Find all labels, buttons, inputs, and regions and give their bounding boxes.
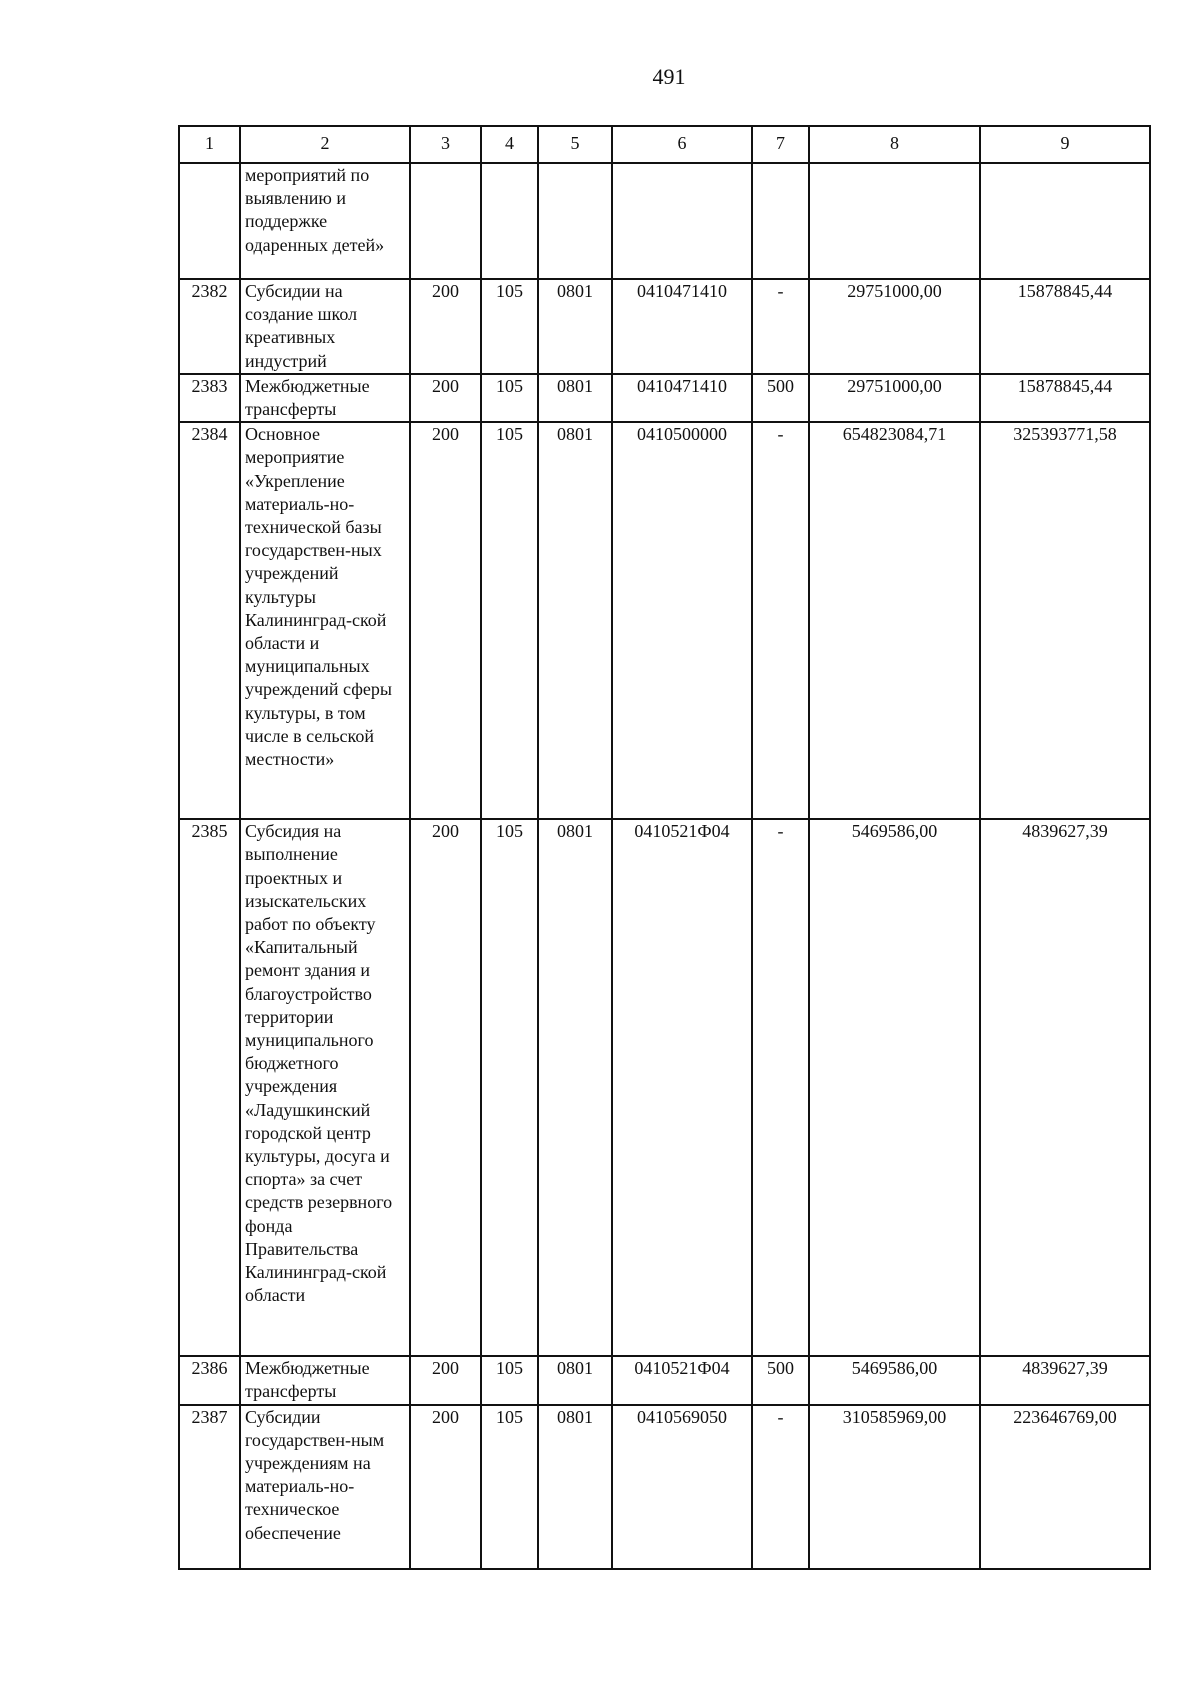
cell-col-4: 105: [481, 374, 538, 422]
cell-col-3: 200: [410, 1405, 481, 1569]
cell-col-9: [980, 163, 1150, 279]
table-row: [179, 163, 1150, 279]
cell-col-6: 0410521Ф04: [612, 819, 752, 1356]
column-header-1: 1: [179, 126, 240, 163]
cell-col-7: -: [752, 1405, 809, 1569]
table-row: [179, 279, 1150, 374]
row-number: 2385: [179, 819, 240, 1356]
cell-col-9: 15878845,44: [980, 279, 1150, 374]
cell-col-4: 105: [481, 279, 538, 374]
row-number: 2387: [179, 1405, 240, 1569]
row-number: [179, 163, 240, 279]
cell-col-4: 105: [481, 1356, 538, 1404]
cell-col-8: 5469586,00: [809, 819, 980, 1356]
row-name: Субсидия на выполнение проектных и изыскательских работ по объекту «Капитальный ремонт здания и благоустройство территории муниципального бюджетного учреждения «Ладушкинский городской центр культуры, досуга и спорта» за счет средств резервного фонда Правительства Калининград-ской области: [240, 819, 410, 1356]
row-name: мероприятий по выявлению и поддержке одаренных детей»: [240, 163, 410, 279]
column-header-4: 4: [481, 126, 538, 163]
row-name: Основное мероприятие «Укрепление материаль-но-технической базы государствен-ных учреждений культуры Калининград-ской области и муниципальных учреждений сферы культуры, в том числе в сельской местности»: [240, 422, 410, 819]
cell-col-3: 200: [410, 374, 481, 422]
cell-col-4: [481, 163, 538, 279]
cell-col-9: 4839627,39: [980, 1356, 1150, 1404]
cell-col-4: 105: [481, 1405, 538, 1569]
column-header-6: 6: [612, 126, 752, 163]
cell-col-9: 4839627,39: [980, 819, 1150, 1356]
cell-col-6: 0410521Ф04: [612, 1356, 752, 1404]
row-name: Межбюджетные трансферты: [240, 374, 410, 422]
cell-col-5: 0801: [538, 1356, 612, 1404]
row-name: Субсидии на создание школ креативных индустрий: [240, 279, 410, 374]
table-row: [179, 1356, 1150, 1404]
cell-col-6: 0410500000: [612, 422, 752, 819]
column-header-5: 5: [538, 126, 612, 163]
cell-col-3: [410, 163, 481, 279]
budget-table: [178, 125, 1151, 1570]
row-number: 2384: [179, 422, 240, 819]
column-header-2: 2: [240, 126, 410, 163]
cell-col-5: [538, 163, 612, 279]
table-row: [179, 374, 1150, 422]
cell-col-9: 15878845,44: [980, 374, 1150, 422]
column-header-8: 8: [809, 126, 980, 163]
cell-col-6: [612, 163, 752, 279]
cell-col-9: 223646769,00: [980, 1405, 1150, 1569]
cell-col-8: 310585969,00: [809, 1405, 980, 1569]
cell-col-5: 0801: [538, 422, 612, 819]
cell-col-6: 0410471410: [612, 279, 752, 374]
cell-col-5: 0801: [538, 1405, 612, 1569]
table-row: [179, 1405, 1150, 1569]
row-name: Субсидии государствен-ным учреждениям на материаль-но-техническое обеспечение: [240, 1405, 410, 1569]
cell-col-7: -: [752, 422, 809, 819]
cell-col-5: 0801: [538, 374, 612, 422]
cell-col-8: 29751000,00: [809, 374, 980, 422]
page-number: 491: [652, 64, 686, 89]
cell-col-5: 0801: [538, 279, 612, 374]
cell-col-3: 200: [410, 279, 481, 374]
cell-col-4: 105: [481, 819, 538, 1356]
cell-col-3: 200: [410, 422, 481, 819]
cell-col-3: 200: [410, 1356, 481, 1404]
cell-col-7: 500: [752, 374, 809, 422]
row-number: 2386: [179, 1356, 240, 1404]
cell-col-6: 0410471410: [612, 374, 752, 422]
cell-col-4: 105: [481, 422, 538, 819]
table-row: [179, 819, 1150, 1356]
row-number: 2383: [179, 374, 240, 422]
cell-col-5: 0801: [538, 819, 612, 1356]
row-number: 2382: [179, 279, 240, 374]
header-row: [179, 126, 1150, 163]
cell-col-8: [809, 163, 980, 279]
cell-col-8: 29751000,00: [809, 279, 980, 374]
column-header-7: 7: [752, 126, 809, 163]
cell-col-9: 325393771,58: [980, 422, 1150, 819]
cell-col-8: 654823084,71: [809, 422, 980, 819]
cell-col-7: 500: [752, 1356, 809, 1404]
cell-col-7: [752, 163, 809, 279]
row-name: Межбюджетные трансферты: [240, 1356, 410, 1404]
column-header-9: 9: [980, 126, 1150, 163]
cell-col-8: 5469586,00: [809, 1356, 980, 1404]
cell-col-3: 200: [410, 819, 481, 1356]
cell-col-7: -: [752, 279, 809, 374]
cell-col-7: -: [752, 819, 809, 1356]
cell-col-6: 0410569050: [612, 1405, 752, 1569]
column-header-3: 3: [410, 126, 481, 163]
table-row: [179, 422, 1150, 819]
